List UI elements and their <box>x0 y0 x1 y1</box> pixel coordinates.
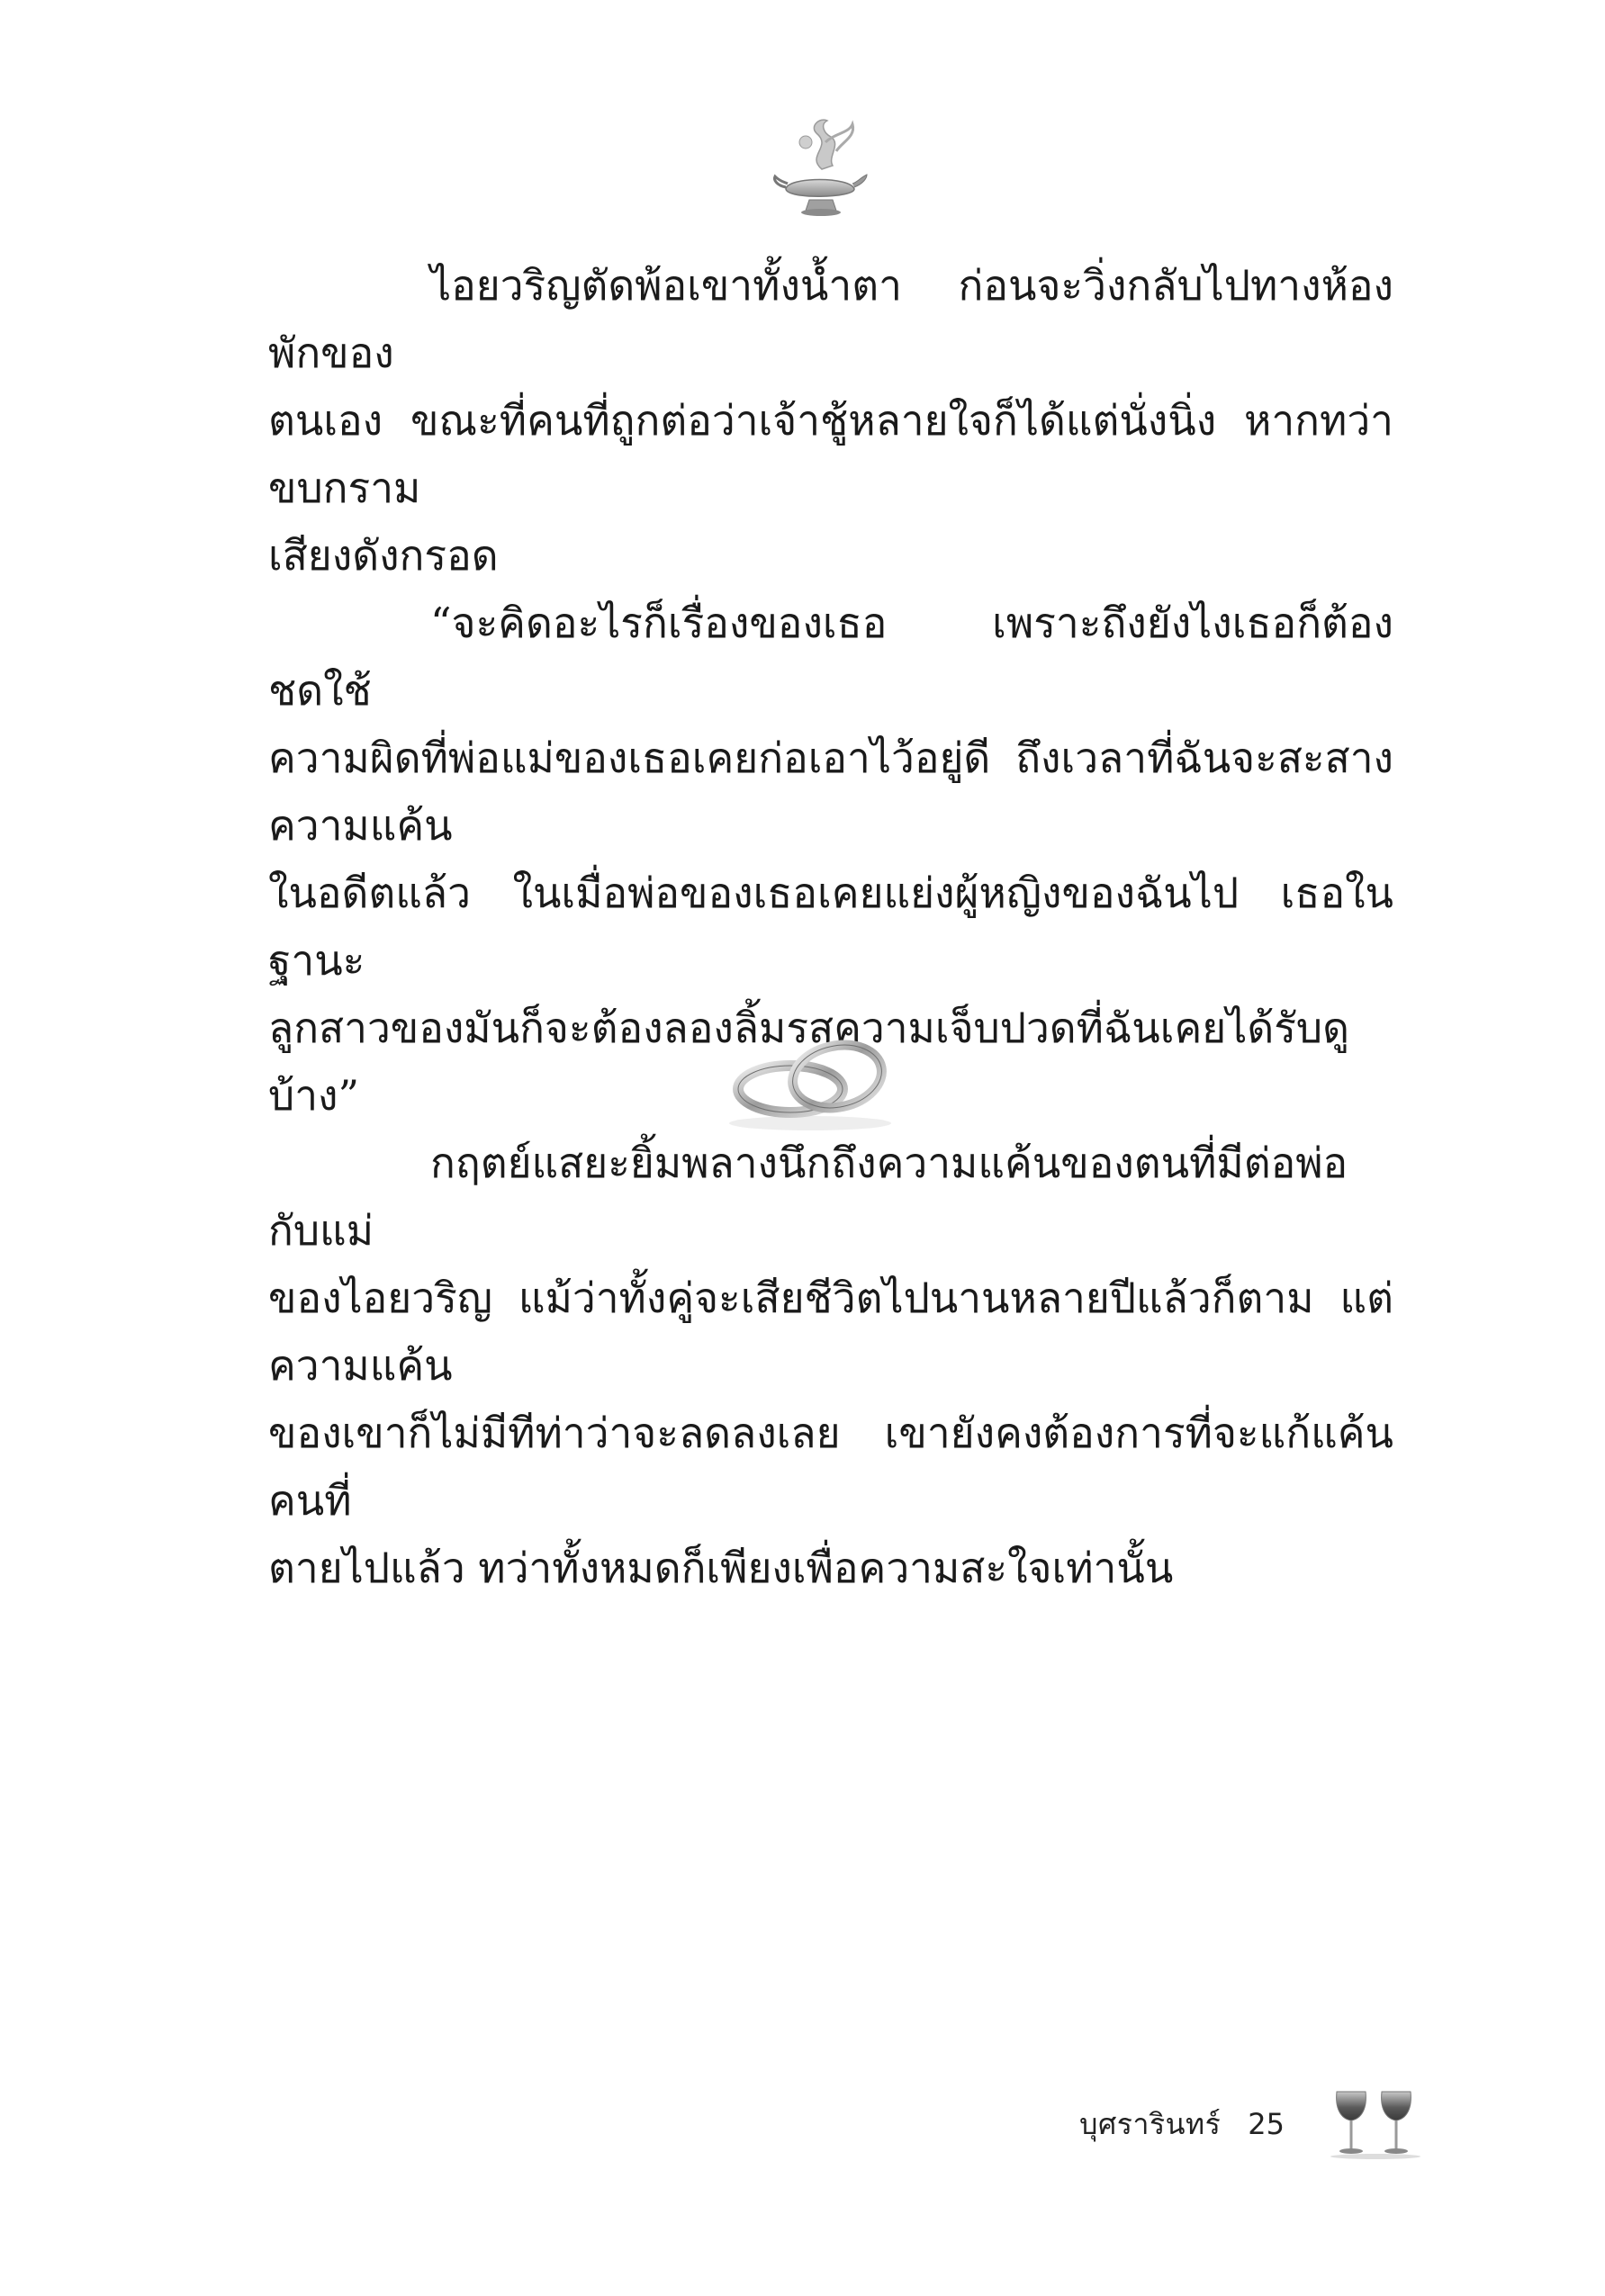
text-line: ในอดีตแล้ว ในเมื่อพ่อของเธอเคยแย่งผู้หญิงของฉันไป เธอในฐานะ <box>268 869 1393 985</box>
text-line: ความผิดที่พ่อแม่ของเธอเคยก่อเอาไว้อยู่ดี ถึงเวลาที่ฉันจะสะสางความแค้น <box>268 734 1393 850</box>
paragraph-1 <box>268 252 1393 590</box>
wine-glasses-icon <box>1326 2088 1425 2160</box>
author-name: บุศรารินทร์ <box>1079 2106 1222 2141</box>
teapot-ornament-icon <box>770 106 869 223</box>
text-line: ไอยวริญตัดพ้อเขาทั้งน้ำตา ก่อนจะวิ่งกลับไปทางห้องพักของ <box>268 261 1393 377</box>
text-line: กฤตย์แสยะยิ้มพลางนึกถึงความแค้นของตนที่มีต่อพ่อกับแม่ <box>268 1139 1348 1255</box>
text-line: ของไอยวริญ แม้ว่าทั้งคู่จะเสียชีวิตไปนานหลายปีแล้วก็ตาม แต่ความแค้น <box>268 1274 1393 1390</box>
text-line: ตายไปแล้ว ทว่าทั้งหมดก็เพียงเพื่อความสะใจเท่านั้น <box>268 1544 1174 1592</box>
text-line: “จะคิดอะไรก็เรื่องของเธอ เพราะถึงยังไงเธอก็ต้องชดใช้ <box>268 599 1393 715</box>
text-line: ของเขาก็ไม่มีทีท่าว่าจะลดลงเลย เขายังคงต้องการที่จะแก้แค้นคนที่ <box>268 1409 1393 1525</box>
text-line: ตนเอง ขณะที่คนที่ถูกต่อว่าเจ้าชู้หลายใจก็ได้แต่นั่งนิ่ง หากทว่าขบกราม <box>268 396 1393 512</box>
story-text <box>268 252 1393 1602</box>
text-line: ลูกสาวของมันก็จะต้องลองลิ้มรสความเจ็บปวดที่ฉันเคยได้รับดูบ้าง” <box>268 1004 1349 1120</box>
paragraph-3 <box>268 1130 1393 1602</box>
wedding-rings-icon <box>720 1026 900 1134</box>
page-number: 25 <box>1248 2107 1285 2141</box>
page-footer <box>1079 2088 1425 2160</box>
text-line: เสียงดังกรอด <box>268 531 499 580</box>
